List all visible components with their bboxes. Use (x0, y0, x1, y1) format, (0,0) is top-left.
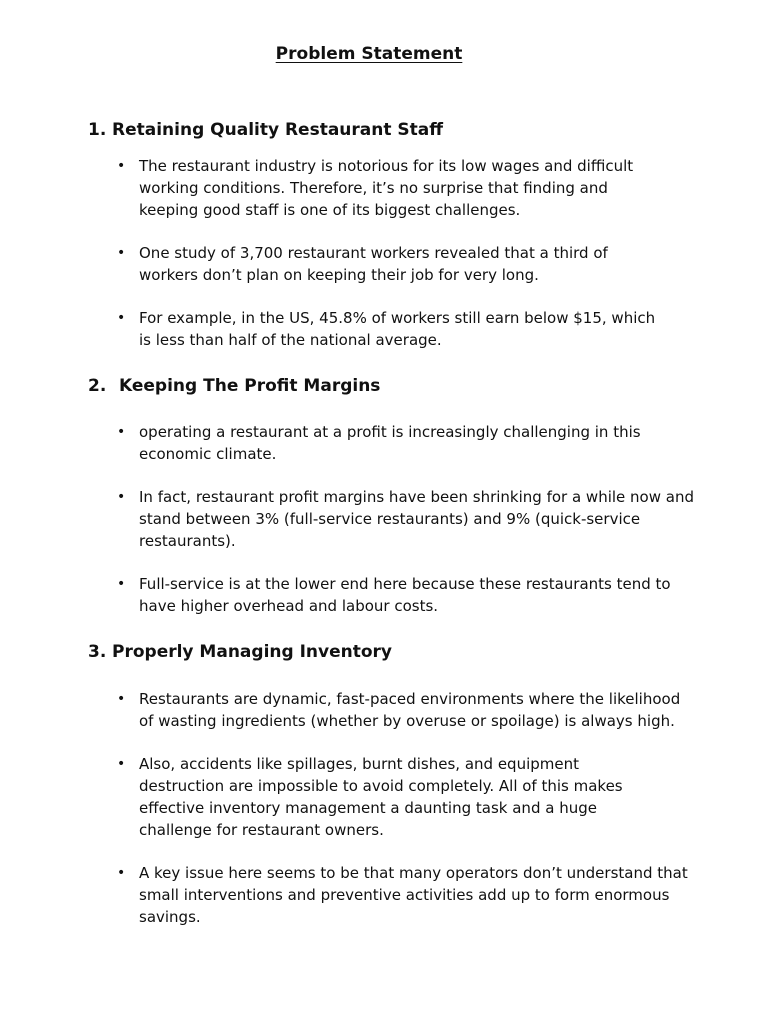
bullet-text: For example, in the US, 45.8% of workers still earn below $15, which is less than half of the national average. (139, 309, 656, 349)
bullet-icon: • (117, 310, 126, 326)
bullet-icon: • (117, 158, 126, 174)
list-item (117, 155, 659, 221)
bullet-text: Full-service is at the lower end here because these restaurants tend to have higher overhead and labour costs. (139, 575, 671, 615)
document-title: Problem Statement (275, 44, 463, 64)
bullet-text: operating a restaurant at a profit is increasingly challenging in this economic climate. (139, 423, 641, 463)
bullet-text: Also, accidents like spillages, burnt dishes, and equipment destruction are impossible to avoid completely. All of this makes effective inventory management a daunting task and a huge challenge for restaurant owners. (139, 755, 623, 839)
list-item (117, 421, 664, 465)
section-heading-retaining-staff (88, 120, 443, 140)
section-number: 1. (88, 120, 107, 140)
bullet-list (117, 688, 688, 928)
list-item (117, 573, 689, 617)
section-number: 3. (88, 642, 107, 662)
bullet-list (117, 421, 694, 617)
section-title: Keeping The Profit Margins (119, 376, 381, 396)
bullet-text: Restaurants are dynamic, fast-paced environments where the likelihood of wasting ingredients (whether by overuse or spoilage) is always high. (139, 690, 681, 730)
bullet-text: A key issue here seems to be that many operators don’t understand that small interventions and preventive activities add up to form enormous savings. (139, 864, 688, 926)
list-item (117, 307, 669, 351)
section-number: 2. (88, 376, 107, 396)
section-heading-managing-inventory (88, 642, 392, 662)
bullet-icon: • (117, 865, 126, 881)
bullet-icon: • (117, 424, 126, 440)
list-item (117, 688, 684, 732)
section-heading-profit-margins (88, 376, 380, 396)
list-item (117, 862, 689, 928)
bullet-list (117, 155, 677, 351)
bullet-icon: • (117, 489, 126, 505)
section-title: Properly Managing Inventory (112, 642, 392, 662)
list-item (117, 486, 694, 552)
bullet-icon: • (117, 576, 126, 592)
section-title: Retaining Quality Restaurant Staff (112, 120, 444, 140)
bullet-text: The restaurant industry is notorious for its low wages and difficult working conditions. Therefore, it’s no surprise that finding and keeping good staff is one of its biggest challenges. (139, 157, 634, 219)
bullet-text: One study of 3,700 restaurant workers revealed that a third of workers don’t plan on keeping their job for very long. (139, 244, 608, 284)
list-item (117, 753, 659, 841)
bullet-icon: • (117, 245, 126, 261)
list-item (117, 242, 639, 286)
bullet-icon: • (117, 756, 126, 772)
bullet-icon: • (117, 691, 126, 707)
bullet-text: In fact, restaurant profit margins have been shrinking for a while now and stand between 3% (full-service restaurants) and 9% (quick-service restaurants). (139, 488, 694, 550)
